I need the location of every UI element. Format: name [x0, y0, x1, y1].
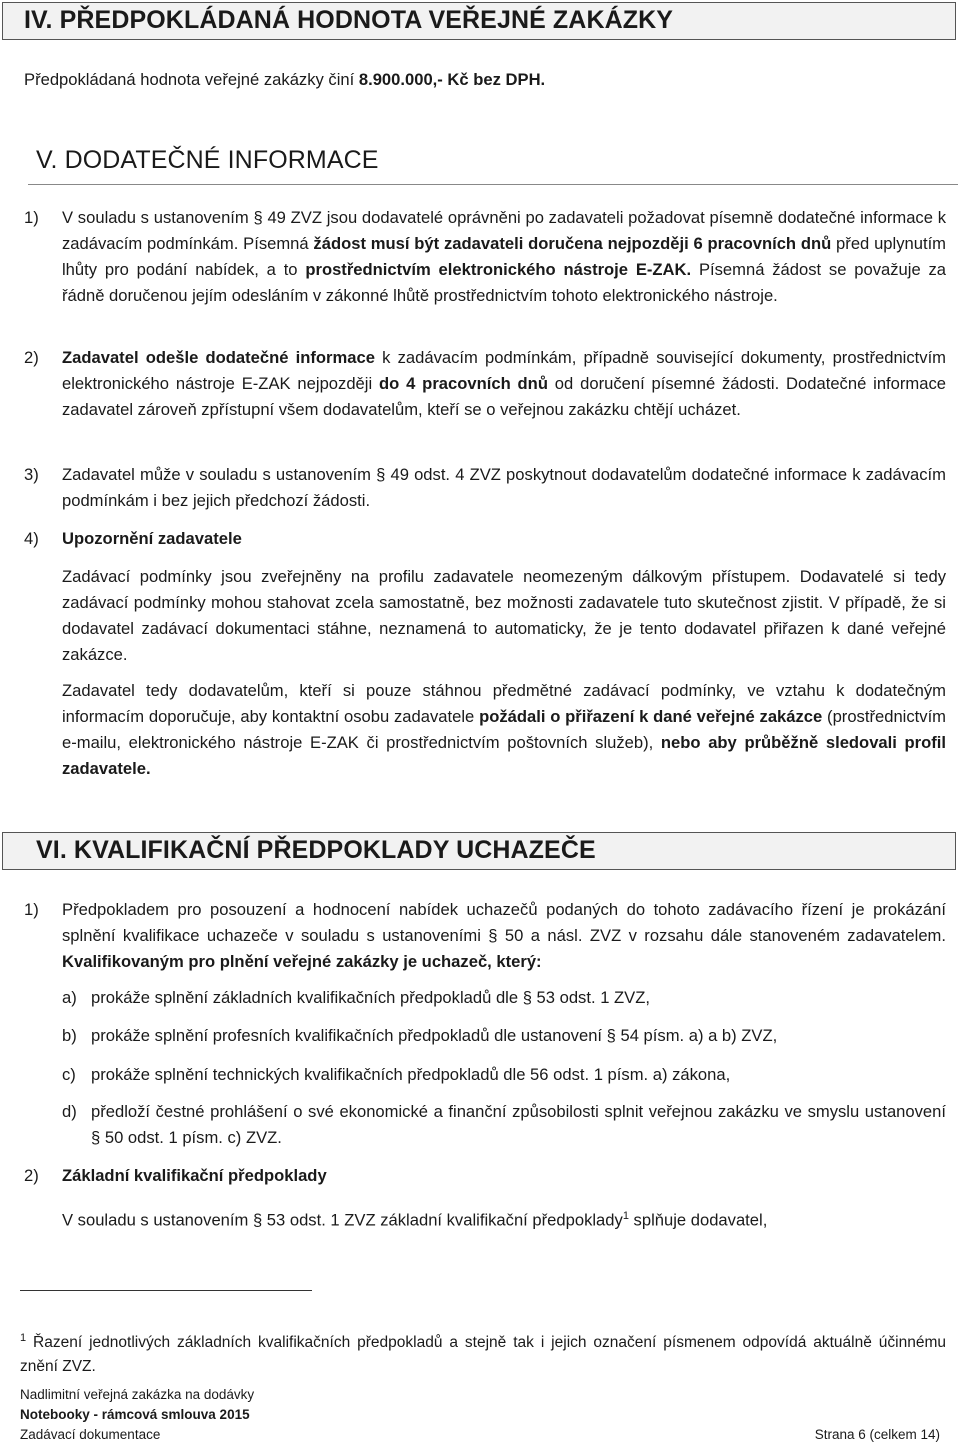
- p1-text-d: prostřednictvím elektronického nástroje E-ZAK.: [305, 260, 692, 279]
- p2-text-d: od doručení písemné žádosti. Dodatečné informace zadavatel zároveň zpřístupní všem dodavatelům, kteří se o veřejnou zakázku chtějí ucházet.: [62, 374, 946, 419]
- s6-p2-text-a: V souladu s ustanovením § 53 odst. 1 ZVZ základní kvalifikační předpoklady: [62, 1210, 623, 1230]
- zakladni-kvalifikace-heading: Základní kvalifikační předpoklady: [62, 1166, 327, 1185]
- section-5-p1-number: 1): [24, 208, 39, 227]
- section-6-p1: [62, 897, 946, 975]
- section-5-rule: [28, 184, 958, 185]
- section-4-title: IV. PŘEDPOKLÁDANÁ HODNOTA VEŘEJNÉ ZAKÁZKY: [24, 6, 674, 34]
- para2-text-b: požádali o přiřazení k dané veřejné zakázce: [479, 707, 823, 726]
- section-5-title: V. DODATEČNÉ INFORMACE: [36, 146, 379, 174]
- qualification-item-d: předloží čestné prohlášení o své ekonomické a finanční způsobilosti splnit veřejnou zakázku ve smyslu ustanovení § 50 odst. 1 písm. c) ZVZ.: [91, 1102, 946, 1147]
- footnote-separator: [20, 1290, 312, 1291]
- estimated-value: 8.900.000,- Kč bez DPH.: [358, 70, 546, 89]
- page-footer: [20, 1385, 950, 1445]
- upozorneni-heading: Upozornění zadavatele: [62, 529, 242, 548]
- section-5-p3: Zadavatel může v souladu s ustanovením § 49 odst. 4 ZVZ poskytnout dodavatelům dodatečné informace k zadávacím podmínkám i bez jejich předchozí žádosti.: [62, 465, 946, 510]
- footnote-mark: 1: [20, 1332, 27, 1344]
- footnote: [20, 1326, 946, 1379]
- footer-line-2: Notebooky - rámcová smlouva 2015: [20, 1407, 250, 1422]
- s6-p1-text-b: Kvalifikovaným pro plnění veřejné zakázky je uchazeč, který:: [62, 952, 542, 971]
- section-4-text: [24, 70, 545, 90]
- section-6-p1-number: 1): [24, 900, 39, 919]
- section-5-p2-number: 2): [24, 348, 39, 367]
- section-5-p4-heading: [62, 526, 946, 552]
- para2-text-c: (prostřednictvím e-mailu, elektronického nástroje E-ZAK či prostřednictvím poštovních služeb),: [62, 707, 947, 752]
- p2-text-c: do 4 pracovních dnů: [379, 374, 548, 393]
- qualification-item-b: prokáže splnění profesních kvalifikačních předpokladů dle ustanovení § 54 písm. a) a b) ZVZ,: [91, 1026, 778, 1045]
- s6-p2-text-b: splňuje dodavatel,: [628, 1210, 768, 1230]
- qualification-item-a: prokáže splnění základních kvalifikačních předpokladů dle § 53 odst. 1 ZVZ,: [91, 988, 650, 1007]
- qualification-item-c: prokáže splnění technických kvalifikačních předpokladů dle 56 odst. 1 písm. a) zákona,: [91, 1065, 731, 1084]
- s6-p1-text-a: Předpokladem pro posouzení a hodnocení nabídek uchazečů podaných do tohoto zadávacího řízení je prokázání splnění kvalifikace uchazeče v souladu s ustanoveními § 50 a násl. ZVZ v rozsahu dále stanoveném zadavatelem.: [62, 900, 946, 945]
- p1-text-c: před uplynutím lhůty pro podání nabídek, a to: [62, 234, 947, 279]
- qualification-item-c-letter: c): [62, 1065, 76, 1084]
- section-5-p4-number: 4): [24, 529, 39, 548]
- section-6-title: VI. KVALIFIKAČNÍ PŘEDPOKLADY UCHAZEČE: [36, 836, 596, 864]
- p2-text-a: Zadavatel odešle dodatečné informace: [62, 348, 375, 367]
- qualification-item-d-letter: d): [62, 1102, 77, 1121]
- qualification-item-a-letter: a): [62, 988, 77, 1007]
- section-5-p3-number: 3): [24, 465, 39, 484]
- p2-text-b: k zadávacím podmínkám, případně související dokumenty, prostřednictvím elektronického nástroje E-ZAK nejpozději: [62, 348, 946, 393]
- section-5-p2: [62, 345, 946, 423]
- footnote-text: Řazení jednotlivých základních kvalifikačních předpokladů a stejně tak i jejich označení písmenem odpovídá aktuálně účinnému znění ZVZ.: [20, 1334, 946, 1376]
- page-number: Strana 6 (celkem 14): [814, 1427, 940, 1442]
- section-6-p2-heading: [62, 1163, 946, 1189]
- section-5-p4-para1: Zadávací podmínky jsou zveřejněny na profilu zadavatele neomezeným dálkovým přístupem. Dodavatelé si tedy zadávací podmínky mohou stahovat zcela samostatně, bez možnosti zadavatele tuto skutečnost zjistit. V případě, že si dodavatel zadávací dokumentaci stáhne, neznamená to automaticky, že je tento dodavatel přiřazen k dané veřejné zakázce.: [62, 567, 946, 664]
- section-6-p2-number: 2): [24, 1166, 39, 1185]
- footnote-reference[interactable]: 1: [622, 1210, 629, 1222]
- section-5-p1: [62, 205, 946, 309]
- para2-text-d: nebo aby průběžně sledovali profil zadavatele.: [62, 733, 946, 778]
- footer-line-1: Nadlimitní veřejná zakázka na dodávky: [20, 1387, 255, 1402]
- footer-line-3-row: [20, 1425, 950, 1445]
- p1-text-b: žádost musí být zadavateli doručena nejpozději 6 pracovních dnů: [313, 234, 832, 253]
- qualification-item-b-letter: b): [62, 1026, 77, 1045]
- footer-line-3: Zadávací dokumentace: [20, 1427, 161, 1442]
- p1-text-a: V souladu s ustanovením § 49 ZVZ jsou dodavatelé oprávněni po zadavateli požadovat písemně dodatečné informace k zadávacím podmínkám. Písemná: [62, 208, 946, 253]
- p1-text-e: Písemná žádost se považuje za řádně doručenou jejím odesláním v zákonné lhůtě prostřednictvím tohoto elektronického nástroje.: [62, 260, 947, 305]
- section-5-p4-para2: [62, 678, 946, 782]
- para2-text-a: Zadavatel tedy dodavatelům, kteří si pouze stáhnou předmětné zadávací podmínky, ve vztahu k dodatečným informacím doporučuje, aby kontaktní osobu zadavatele: [62, 681, 946, 726]
- estimated-value-label: Předpokládaná hodnota veřejné zakázky činí: [24, 70, 359, 89]
- section-6-p2-text: [62, 1203, 946, 1234]
